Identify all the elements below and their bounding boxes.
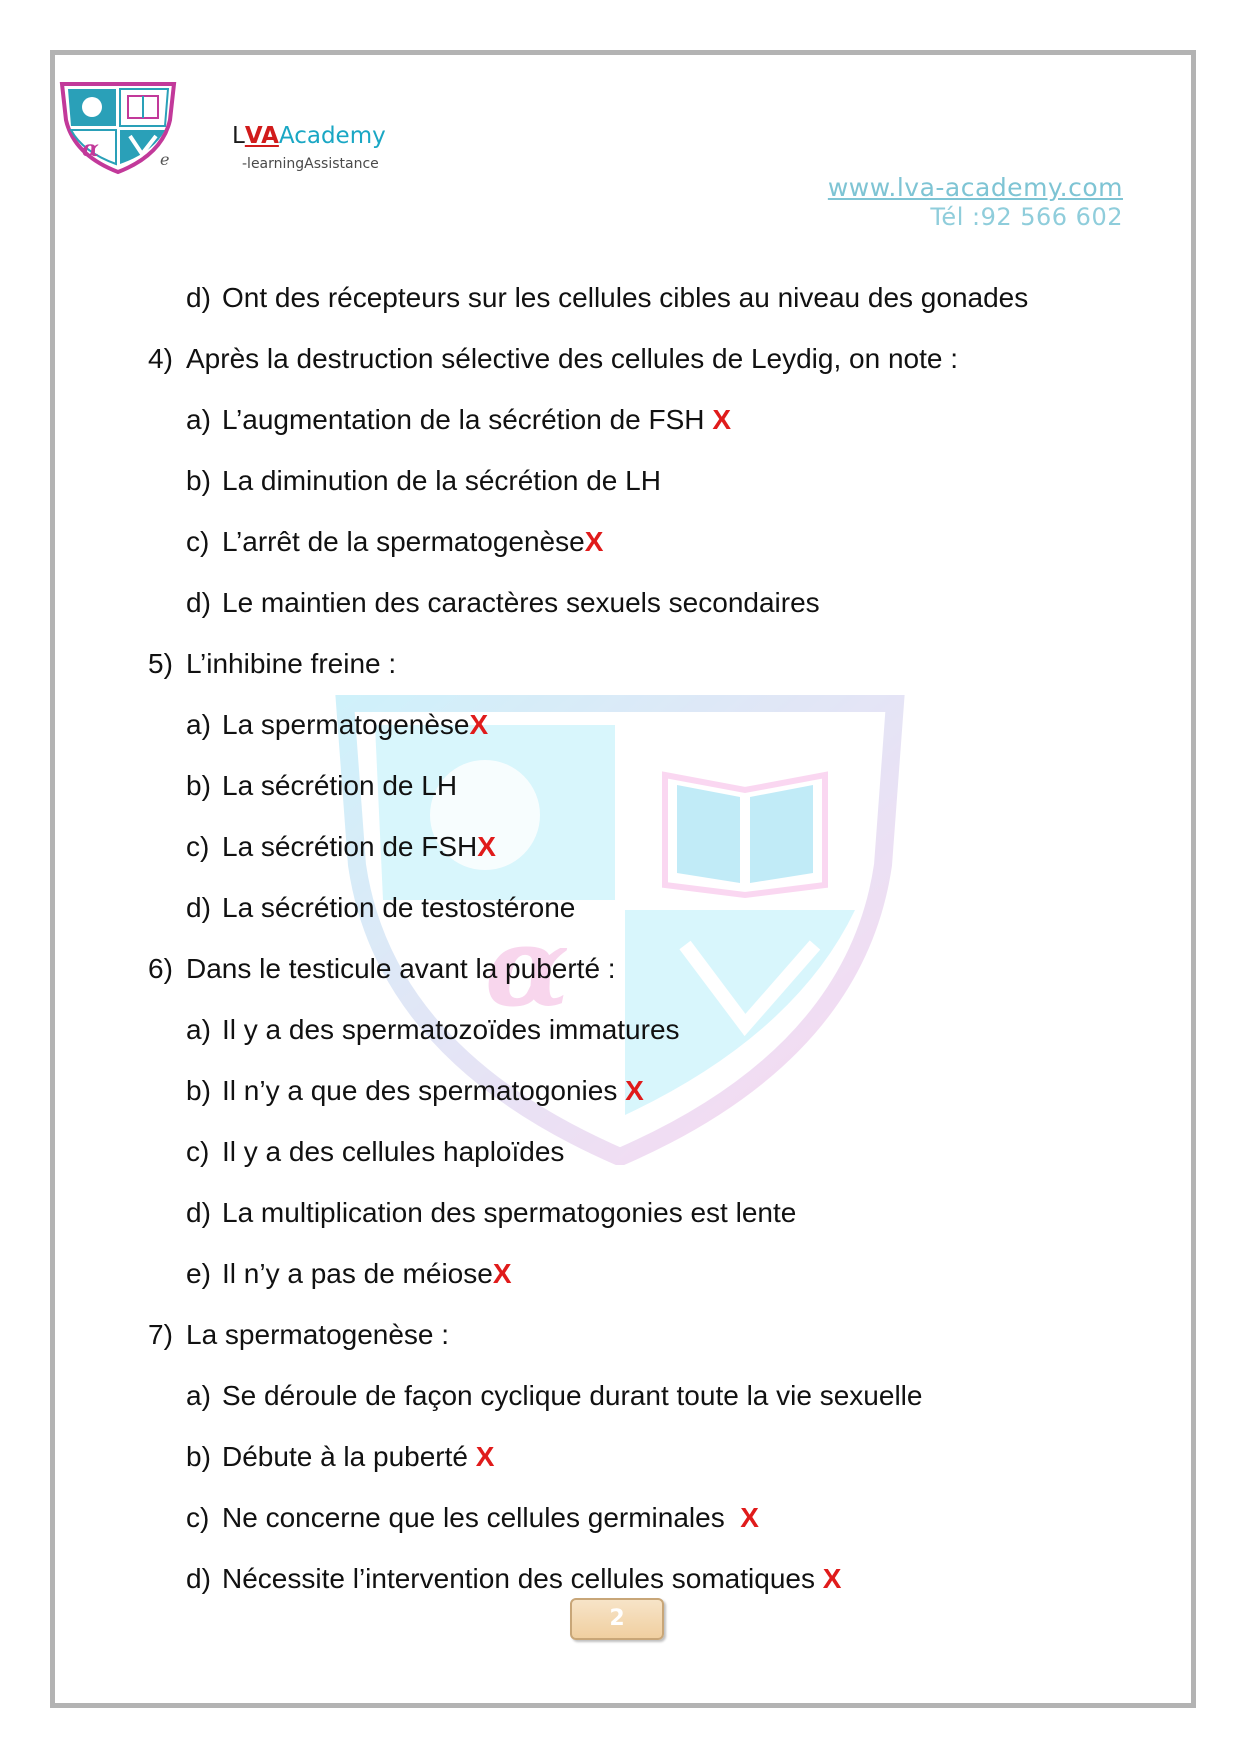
- logo-e-letter: e: [160, 150, 170, 169]
- brand-va: VA: [244, 123, 279, 149]
- option-5c: [0, 827, 1240, 867]
- option-4d: [0, 583, 1240, 623]
- option-7c: [0, 1498, 1240, 1538]
- question-text: La spermatogenèse :: [186, 1319, 450, 1350]
- option-letter: d): [186, 892, 211, 923]
- option-4b: [0, 461, 1240, 501]
- option-text: La sécrétion de testostérone: [222, 892, 576, 923]
- answer-mark: X: [822, 1563, 842, 1594]
- option-letter: b): [186, 465, 211, 496]
- answer-mark: X: [625, 1075, 644, 1106]
- question-text: Dans le testicule avant la puberté :: [186, 953, 616, 984]
- answer-mark: X: [475, 1441, 495, 1472]
- option-letter: d): [186, 587, 211, 618]
- option-text: La sécrétion de FSH: [222, 831, 478, 862]
- question-number: 5): [148, 648, 173, 679]
- option-text: Il y a des spermatozoïdes immatures: [222, 1014, 680, 1045]
- website-link[interactable]: www.lva-academy.com: [827, 173, 1123, 202]
- option-4c: [0, 522, 1240, 562]
- brand-academy: Academy: [278, 123, 386, 149]
- question-number: 6): [148, 953, 173, 984]
- option-text: Le maintien des caractères sexuels secondaires: [222, 587, 820, 618]
- answer-mark: X: [740, 1502, 759, 1533]
- option-letter: c): [186, 831, 210, 862]
- answer-mark: X: [712, 404, 731, 435]
- option-5d: [0, 888, 1240, 928]
- option-text: L’augmentation de la sécrétion de FSH: [222, 404, 713, 435]
- option-letter: c): [186, 526, 210, 557]
- brand-l: L: [232, 123, 245, 149]
- question-text: Après la destruction sélective des cellules de Leydig, on note :: [186, 343, 959, 374]
- answer-mark: X: [584, 526, 604, 557]
- option-letter: b): [186, 1075, 211, 1106]
- question-number: 7): [148, 1319, 173, 1350]
- option-text: Débute à la puberté: [222, 1441, 476, 1472]
- option-letter: d): [186, 282, 211, 313]
- option-letter: a): [186, 709, 211, 740]
- option-letter: a): [186, 1014, 211, 1045]
- question-text: L’inhibine freine :: [186, 648, 397, 679]
- option-text: La spermatogenèse: [222, 709, 470, 740]
- option-letter: e): [186, 1258, 211, 1289]
- option-6a: [0, 1010, 1240, 1050]
- option-text: Se déroule de façon cyclique durant toute la vie sexuelle: [222, 1380, 923, 1411]
- logo-alpha: α: [82, 136, 99, 162]
- option-text: La diminution de la sécrétion de LH: [222, 465, 661, 496]
- option-7a: [0, 1376, 1240, 1416]
- question-7: [0, 1315, 1240, 1355]
- option-text: Il y a des cellules haploïdes: [222, 1136, 565, 1167]
- carry-over-option: [0, 278, 1240, 318]
- option-letter: b): [186, 770, 211, 801]
- option-4a: [0, 400, 1240, 440]
- answer-mark: X: [477, 831, 496, 862]
- question-6: [0, 949, 1240, 989]
- option-text: Nécessite l’intervention des cellules somatiques: [222, 1563, 823, 1594]
- question-5: [0, 644, 1240, 684]
- option-text: Ne concerne que les cellules germinales: [222, 1502, 741, 1533]
- option-6d: [0, 1193, 1240, 1233]
- option-5a: [0, 705, 1240, 745]
- option-6e: [0, 1254, 1240, 1294]
- option-text: Ont des récepteurs sur les cellules cibles au niveau des gonades: [222, 282, 1029, 313]
- option-5b: [0, 766, 1240, 806]
- option-text: L’arrêt de la spermatogenèse: [222, 526, 585, 557]
- question-number: 4): [148, 343, 173, 374]
- option-letter: a): [186, 404, 211, 435]
- brand-tagline: -learningAssistance: [242, 156, 379, 172]
- page-number: 2: [570, 1598, 664, 1640]
- option-letter: d): [186, 1197, 211, 1228]
- option-text: La sécrétion de LH: [222, 770, 458, 801]
- option-letter: b): [186, 1441, 211, 1472]
- option-6b: [0, 1071, 1240, 1111]
- answer-mark: X: [469, 709, 489, 740]
- option-6c: [0, 1132, 1240, 1172]
- option-letter: a): [186, 1380, 211, 1411]
- question-4: [0, 339, 1240, 379]
- answer-mark: X: [492, 1258, 512, 1289]
- option-text: La multiplication des spermatogonies est lente: [222, 1197, 797, 1228]
- option-letter: c): [186, 1136, 210, 1167]
- brand-name: [232, 122, 386, 150]
- option-letter: c): [186, 1502, 210, 1533]
- option-text: Il n’y a que des spermatogonies: [222, 1075, 626, 1106]
- option-7b: [0, 1437, 1240, 1477]
- option-text: Il n’y a pas de méiose: [222, 1258, 493, 1289]
- option-7d: [0, 1559, 1240, 1599]
- watermark-alpha: α: [485, 902, 570, 1031]
- option-letter: d): [186, 1563, 211, 1594]
- phone-number: Tél :92 566 602: [930, 203, 1123, 231]
